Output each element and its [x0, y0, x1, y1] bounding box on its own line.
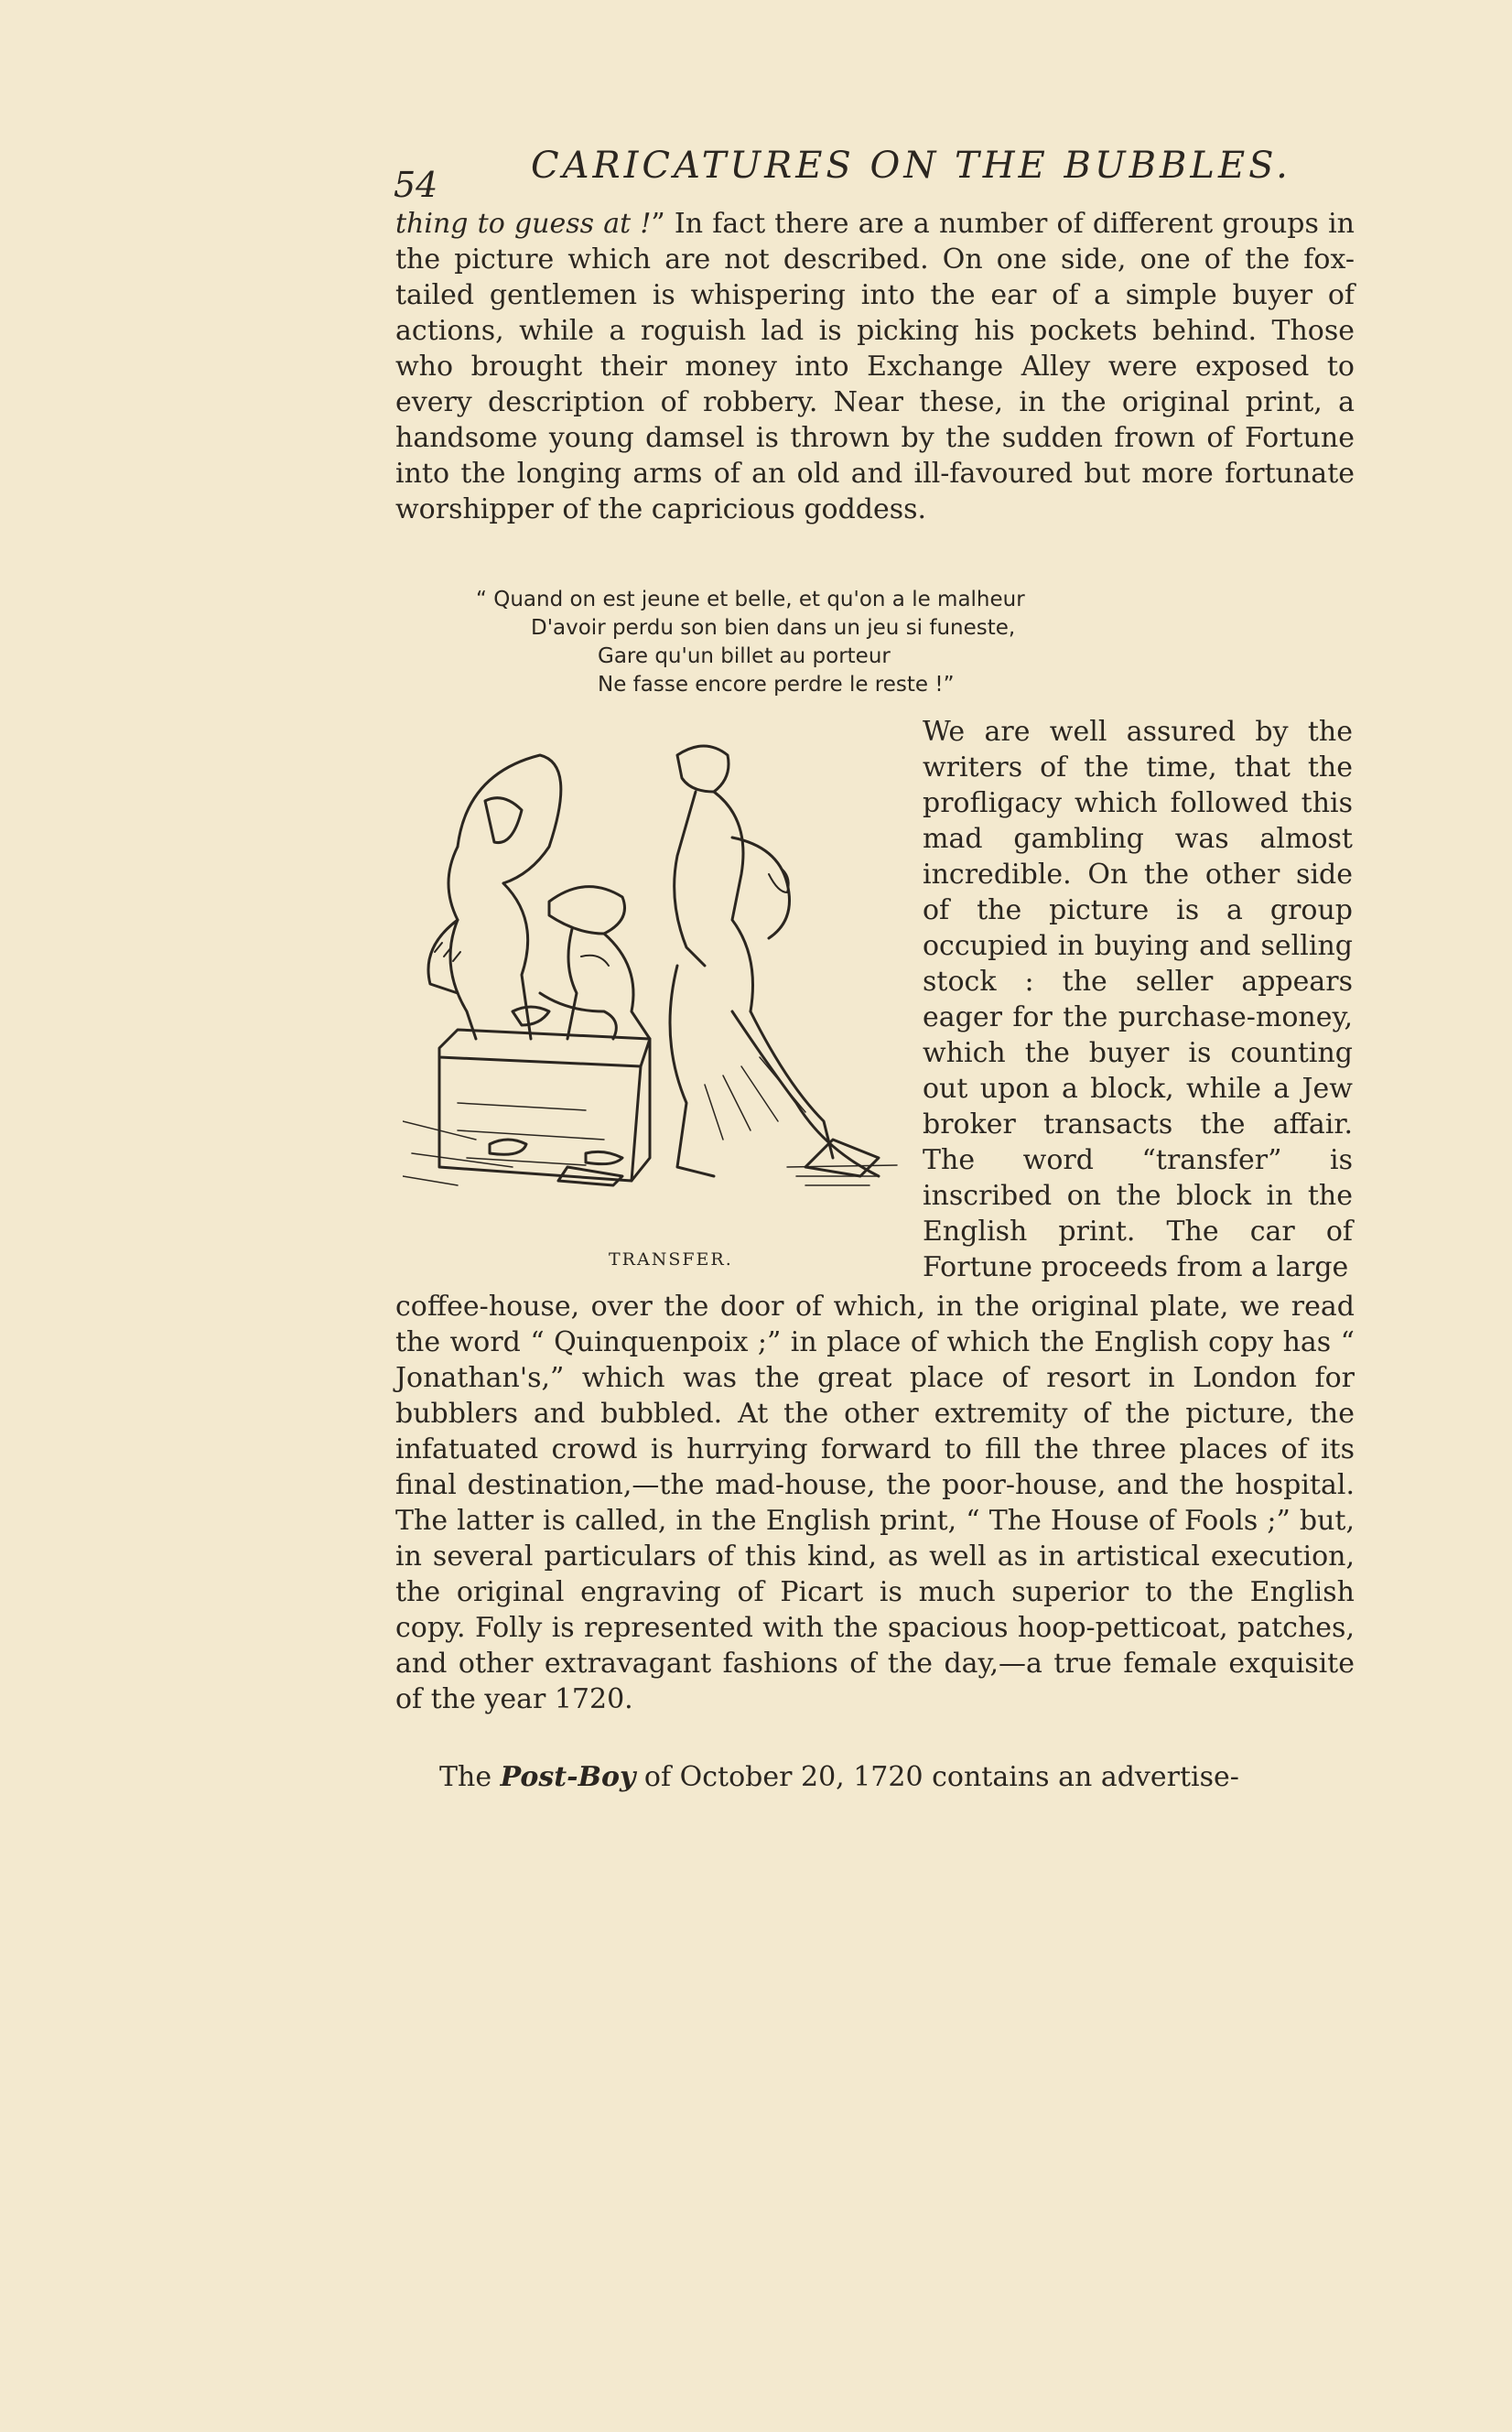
verse-line-1: “ Quand on est jeune et belle, et qu'on a le malheur	[476, 588, 1025, 611]
engraving-transfer-scene	[403, 737, 906, 1194]
page-number: 54	[394, 165, 438, 205]
french-verse	[476, 586, 1025, 699]
paragraph-final	[395, 1759, 1355, 1795]
verse-line-4: Ne fasse encore perdre le reste !”	[598, 673, 955, 697]
paragraph-final-text: of October 20, 1720 contains an advertise-	[635, 1761, 1239, 1793]
running-title: CARICATURES ON THE BUBBLES.	[531, 145, 1291, 187]
closing-quote-mark: ”	[651, 208, 665, 240]
running-head	[394, 137, 1309, 205]
side-paragraph: We are well assured by the writers of the time, that the profligacy which followed this mad gambling was almost incredible. On the other side of the picture is a group occupied in buying and selling stock : the seller appears eager for the purchase-money, which the buyer is counting out upon a block, while a Jew broker transacts the affair. The word “transfer” is inscribed on the block in the English print. The car of Fortune proceeds from a large	[923, 716, 1353, 1283]
publication-title: Post-Boy	[500, 1761, 636, 1793]
transfer-illustration	[403, 737, 906, 1270]
paragraph-final-lead: The	[439, 1761, 501, 1793]
paragraph-continued: coffee-house, over the door of which, in the original plate, we read the word “ Quinquenpoix ;” in place of which the English copy has “ Jonathan's,” which was the great place of resort in London for bubblers and bubbled. At the other extremity of the picture, the infatuated crowd is hurrying forward to fill the three places of its final destination,—the mad-house, the poor-house, and the hospital. The latter is called, in the English print, “ The House of Fools ;” but, in several particulars of this kind, as well as in artistical execution, the original engraving of Picart is much superior to the English copy. Folly is represented with the spacious hoop-petticoat, patches, and other extravagant fashions of the day,—a true female exquisite of the year 1720.	[395, 1291, 1355, 1715]
verse-line-2: D'avoir perdu son bien dans un jeu si funeste,	[531, 616, 1016, 640]
verse-line-3: Gare qu'un billet au porteur	[598, 644, 891, 668]
paragraph-opening	[395, 206, 1355, 527]
paragraph-opening-text: In fact there are a number of different groups in the picture which are not described. On one side, one of the fox-tailed gentlemen is whispering into the ear of a simple buyer of actions, while a roguish lad is picking his pockets behind. Those who brought their money into Exchange Alley were exposed to every description of robbery. Near these, in the original print, a handsome young damsel is thrown by the sudden frown of Fortune into the longing arms of an old and ill-favoured but more fortunate worshipper of the capricious goddess.	[395, 208, 1355, 525]
opening-italic-phrase: thing to guess at !	[395, 208, 652, 240]
figure-caption: TRANSFER.	[609, 1249, 733, 1270]
